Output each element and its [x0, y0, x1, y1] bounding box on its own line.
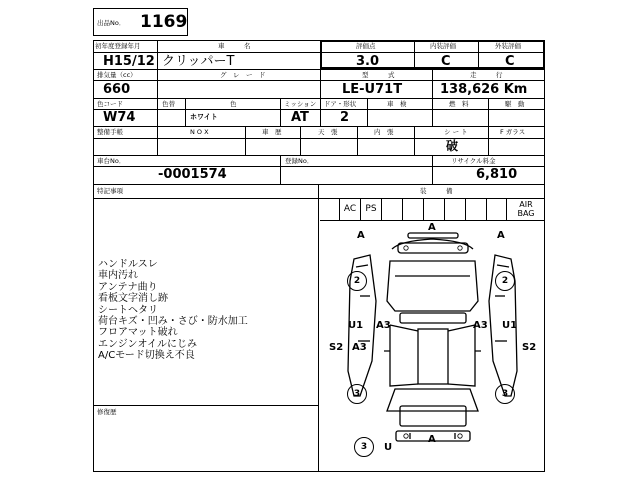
mark-circle-right-2: 2 [495, 271, 515, 291]
exterior-score-label: 外装評価 [495, 42, 521, 50]
color-value: ホワイト [190, 113, 218, 121]
chassis-label: 車台No． [97, 157, 126, 165]
grade-label: グ レ ー ド [220, 71, 266, 79]
mark-a3-left-2: A3 [352, 342, 367, 353]
score-value: 3.0 [356, 54, 380, 69]
mark-front-left: A [357, 230, 365, 241]
chassis-value: -0001574 [158, 167, 227, 182]
mark-s2-left: S2 [329, 342, 344, 353]
color-change-label: 色替 [162, 100, 175, 108]
mark-rear-a: A [428, 434, 436, 445]
note-line: ハンドルスレ [98, 259, 158, 270]
fuel-label: 燃 料 [449, 100, 469, 108]
note-line: アンテナ曲り [98, 281, 158, 293]
equipment-cell [403, 198, 424, 220]
notes-list [98, 259, 248, 362]
mark-circle-left-2: 2 [347, 271, 367, 291]
note-line: シートヘタリ [98, 304, 158, 316]
note-line: 車内汚れ [98, 270, 138, 282]
mark-rear-circle-3: 3 [354, 437, 374, 457]
recycle-value: 6,810 [476, 167, 518, 182]
mark-front-right: A [497, 230, 505, 241]
doors-value: 2 [340, 110, 350, 125]
mark-a3-left: A3 [376, 320, 391, 331]
note-line: エンジンオイルにじみ [98, 338, 197, 350]
equipment-cell-airbag: AIR BAG [517, 200, 535, 218]
score-label: 評価点 [356, 42, 376, 50]
color-label: 色 [230, 100, 237, 108]
sunroof-label: 天 張 [318, 128, 338, 136]
registration-label: 登録No． [285, 157, 314, 165]
seat-label: シ ー ト [444, 128, 468, 136]
repair-history-title: 修復歴 [97, 408, 117, 416]
model-value: LE-U71T [342, 82, 403, 97]
mark-a3-right: A3 [473, 320, 488, 331]
equipment-cell [320, 198, 340, 220]
car-name-value: クリッパーT [162, 54, 235, 69]
mark-u1-right: U1 [502, 320, 518, 331]
lot-label: 出品No． [97, 19, 126, 27]
equipment-cell [382, 198, 403, 220]
equipment-title: 装 備 [420, 187, 453, 195]
equipment-cell [424, 198, 445, 220]
note-line: 荷台キズ・凹み・さび・防水加工 [98, 316, 248, 328]
color-code-value: W74 [103, 110, 136, 125]
car-name-label: 車 名 [218, 42, 251, 50]
equipment-cell [487, 198, 507, 220]
inspection-label: 車 検 [387, 100, 407, 108]
mark-circle-left-3: 3 [347, 384, 367, 404]
equipment-cell [445, 198, 466, 220]
displacement-label: 排気量（cc） [97, 71, 137, 79]
note-line: 看板文字消し跡 [98, 293, 168, 305]
year-value: H15/12 [103, 54, 155, 69]
displacement-value: 660 [103, 82, 131, 97]
interior-score-label: 内装評価 [430, 42, 456, 50]
color-code-label: 色コード [97, 100, 123, 108]
seat-value: 破 [446, 139, 459, 153]
mileage-label: 走 行 [470, 71, 503, 79]
mileage-value: 138,626 Km [440, 82, 528, 97]
history-label: 車 歴 [262, 128, 282, 136]
mark-rear-u: U [384, 442, 393, 453]
exterior-score-value: C [505, 54, 515, 69]
f-glass-label: F ガラス [500, 128, 526, 136]
note-line: A/Cモード切換え不良 [98, 350, 195, 362]
mark-circle-right-3: 3 [495, 384, 515, 404]
lot-number: 1169 [140, 12, 188, 32]
mission-value: AT [291, 110, 309, 125]
lot-number-box [93, 8, 188, 36]
interior-trim-label: 内 張 [374, 128, 394, 136]
mission-label: ミッション [284, 100, 317, 108]
interior-score-value: C [441, 54, 451, 69]
note-line: フロアマット破れ [98, 327, 178, 339]
equipment-cell: PS [361, 198, 382, 220]
manual-label: 整備手帳 [97, 128, 123, 136]
equipment-cell [466, 198, 487, 220]
recycle-label: リサイクル料金 [451, 157, 496, 165]
notes-title: 特記事項 [97, 187, 123, 195]
doors-label: ドア・形状 [324, 100, 357, 108]
year-label: 初年度登録年月 [95, 42, 141, 50]
model-label: 型 式 [362, 71, 395, 79]
equipment-grid [320, 198, 545, 220]
mark-s2-right: S2 [522, 342, 537, 353]
nox-label: N O X [190, 128, 209, 136]
drive-label: 駆 動 [505, 100, 525, 108]
mark-front-center: A [428, 222, 436, 233]
mark-u1-left: U1 [348, 320, 364, 331]
equipment-cell: AC [340, 198, 361, 220]
